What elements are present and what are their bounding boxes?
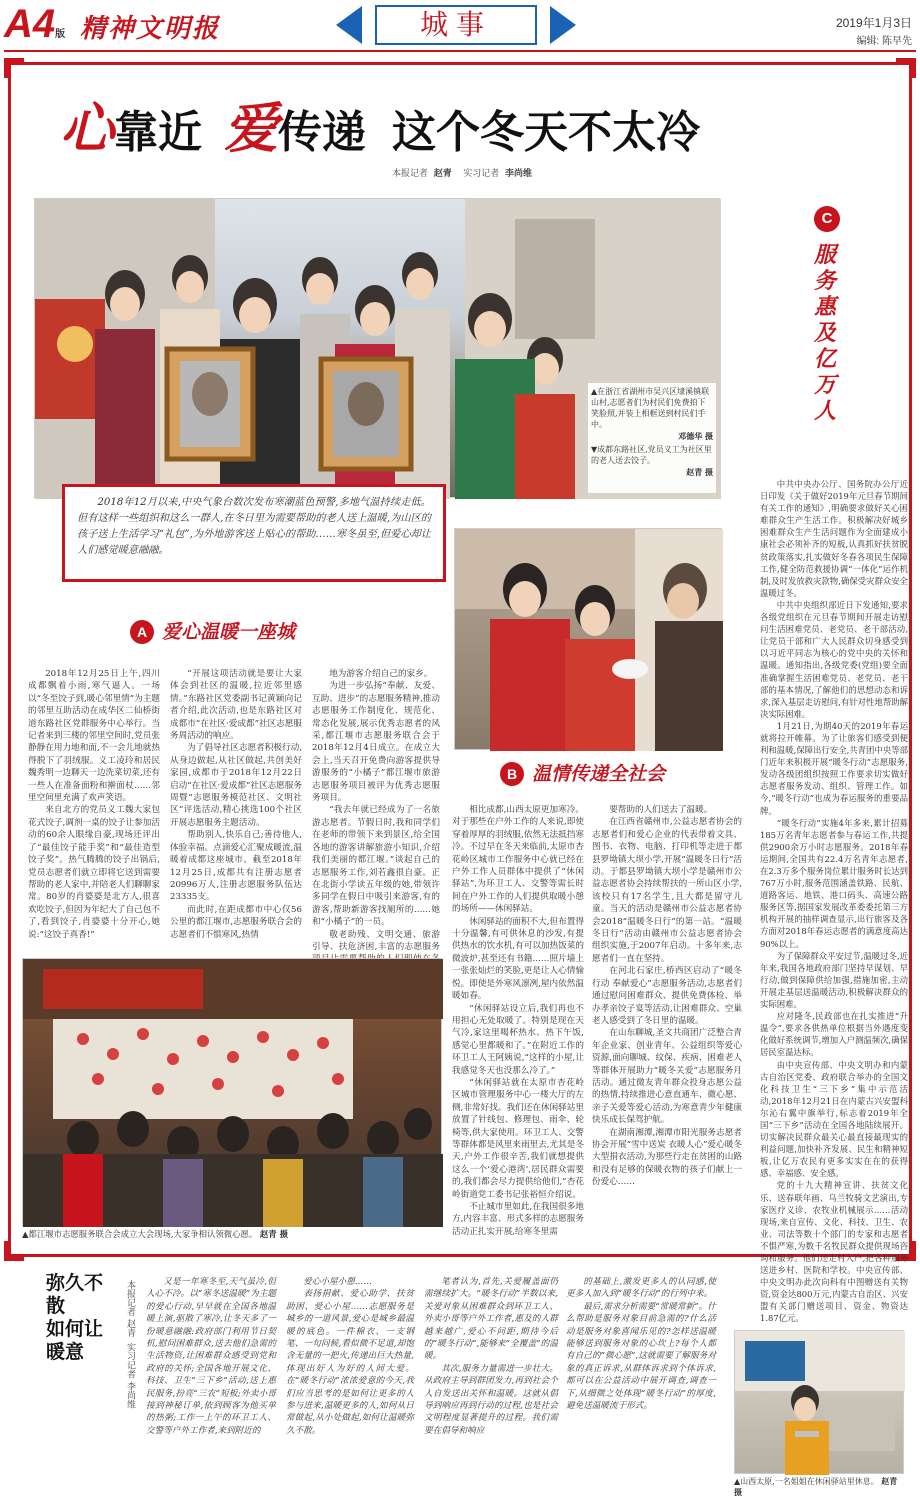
headline-heart-char: 心 [60,96,114,160]
commentary-title [46,1272,104,1432]
section-b-badge: B [500,762,524,786]
paragraph: 在河北石家庄,桥西区启动了“暖冬行动 奉献爱心”志愿服务活动,志愿者们通过慰问困难群众、提供免费体检、举办孝亲饺子宴等活动,让困难群众、空巢老人感受到了冬日里的温暖。 [592,966,742,1026]
paragraph: 在江西省赣州市,公益志愿者协会的志愿者们和爱心企业的代表带着文具、图书、衣物、电脑、打印机等走进于都县罗坳镇大坝小学,开展“温暖冬日行”活动。于都县罗坳镇大坝小学是赣州市公益志愿者协会持续帮扶的一所山区小学,该校只有17名学生,且大都是留守儿童。当天的活动是赣州市公益志愿者协会2018“温暖冬日行”的第一站。“温暖冬日行”活动由赣州市公益志愿者协会组织实施,于2007年启动。十多年来,志愿者们一直在坚持。 [592,817,742,964]
paragraph: 1月21日,为期40天的2019年春运就将拉开帷幕。为了让旅客们感受到便利和温暖,保障出行安全,共青团中央等部门近年来积极开展“暖冬行动”志愿服务,发动各级团组织按照工作要求切实做好志愿者服务发动、组织、管理工作。如今,“暖冬行动”也成为春运服务的重要品牌。 [760,720,908,816]
frame-corner-tl [4,58,24,78]
commentary-col-2 [286,1276,414,1496]
masthead [0,0,920,52]
paragraph: 来自北方的党员义工魏大家包花式饺子,调剂一桌的饺子让参加活动的60余人眼缘自豪,现场还评出了“最佳饺子能手奖”和“最佳造型饺子奖”。热气腾腾的饺子出锅后,党员志愿者们就立即将它送到需要帮助的老人家中,并陪老人们聊聊家常。80岁的肖婆婆是北方人,很喜欢吃饺子,但因为年纪大了自己包不了,看到饺子,肖婆婆十分开心,她说:“这饺子真香!” [28,805,160,940]
paragraph: 中共中央办公厅、国务院办公厅近日印发《关于做好2019年元旦春节期间有关工作的通知》,明确要求做好关心困难群众生产生活工作。积极解决好城乡困难群众生产生活问题作为全面建成小康社会必须补齐的短板,认真抓好扶贫脱贫政策落实,扎实做好冬春各项民生保障工作,健全防范救援协调“一体化”运作机制,及时发放救灾款物,确保受灾群众安全温暖过冬。 [760,479,908,598]
paragraph: 休闲驿站的面积不大,但布置得十分温馨,有可供休息的沙发,有提供热水的饮水机,有可以加热饭菜的微波炉,甚至还有书籍……照片墙上一张张灿烂的笑脸,更是让人心情愉悦。即使是外寒风凛冽,屋内依然温暖如春。 [452,916,584,1002]
commentary-col-3 [424,1276,558,1496]
mid-photo-illustration [455,529,723,751]
section-b-col-1 [452,804,584,1240]
paragraph: 表扬捐献、爱心助学、扶贫助困、爱心小屋……志愿服务是城乡的一道风景,爱心是城乡最温暖的底色。一件棉衣、一支钢笔、一句问候,看似微不足道,却饱含无量的一把火,传递出巨大热量,体现出好人为好的人间大爱。在“暖冬行动”浓浓爱意的今天,我们应当思考的是如何让更多的人参与进来,温暖更多的人,如何从日常做起,从小处做起,如何让温暖弥久不散。 [286,1289,414,1436]
section-title: 城事 [419,8,492,41]
section-a-title: 爱心温暖一座城 [162,621,296,643]
mid-photo [454,528,722,750]
paragraph: 爱心小屋小憩…… [303,1277,372,1287]
commentary-byline: 本报记者 赵青 实习记者 李尚维 [125,1280,135,1409]
section-b-col-2 [592,804,742,1240]
frame-corner-tr [896,58,916,78]
paragraph: 地为游客介绍自己的家乡。 [329,669,433,679]
section-a-col-1 [28,668,160,954]
headline [60,96,860,166]
masthead-rule [4,50,916,52]
headline-part2: 靠近 [114,107,202,158]
paper-name: 精神文明报 [80,14,221,44]
top-photo-caption-1: ▲在浙江省湖州市吴兴区埭溪镇联山村,志愿者们为村民们免费拍下笑脸照,并装上相框送到村民们手中。 [591,387,710,429]
headline-part4: 传递 [278,107,366,158]
paragraph: 由中央宣传部、中央文明办和内蒙古自治区党委、政府联合举办的全国文化科技卫生“三下乡”集中示范活动,2018年12月21日在内蒙古兴安盟科尔沁右翼中旗举行,标志着2019年全国“三下乡”活动在全国各地陆续展开。切实解决民群众最关心最直接最现实的利益问题,加快补齐发展、民生和精神短板,让亿万农民有更多实实在在的获得感、幸福感、安全感。 [760,1059,908,1179]
frame-corner-bl [4,1241,24,1261]
section-a-header [130,618,370,648]
editor-credit: 编辑: 陈早先 [856,36,912,47]
top-photo-credit-2: 赵青 摄 [686,467,713,477]
paragraph: 应对隆冬,民政部也在扎实推进“升温令”,要求各供热单位根据当外遇度变化做好系统调节,增加入户测温频次,确保居民室温达标。 [760,1011,908,1058]
paragraph: 又是一年寒冬至,天气虽冷,但人心不冷。以“寒冬送温暖”为主题的爱心行动,早早就在全国各地温暖上演,驱散了寒冷,让冬天多了一份暖意融融:政府部门利用节日契机,慰问困难群众,送去他们急需的生活物资,让困难群众感受到党和政府的关怀;全国各地开展文化、科技、卫生“三下乡”活动,送上惠民服务,扮亮“三农”短板;外卖小哥接到神秘订单,依到顾客为他买单的热粥;工作一上午的环卫工人、交警等户外工作者,来到附近的 [146,1277,276,1436]
paragraph: 为进一步弘扬“奉献、友爱、互助、进步”的志愿服务精神,推动志愿服务工作制度化、规范化、常态化发展,展示优秀志愿者的风采,都江堰市志愿服务联合会于2018年12月4日成立。在成立大会上,当天召开免费向游客提供导游服务的“小橘子”都江堰市旅游志愿服务项目被评为优秀志愿服务项目。 [312,681,440,804]
issue-date: 2019年1月3日 [835,16,912,30]
bottom-left-photo-illustration [23,959,443,1227]
headline-byline: 本报记者 赵青 实习记者 李尚维 [392,169,532,179]
bottom-right-photo-caption: ▲山西太原,一名姐姐在休闲驿站里休息。 赵青 摄 [734,1476,898,1497]
paragraph: “休闲驿站就在太原市杏花岭区城市管理服务中心一楼大厅的左侧,非常好找。我们还在休闲驿站里放置了针线包、修理包、雨伞、轮椅等,供大家使用。环卫工人、交警等群体都是风里来雨里去,尤其是冬天,户外工作很辛苦,我们就想提供这么一个‘爱心港湾’,居民群众需要的,我们都会尽力提供给他们,”杏花岭街道党工委书记张裕恒介绍说。 [452,1077,584,1200]
paragraph: 要帮助的人们送去了温暖。 [609,805,713,815]
section-b-header [500,760,740,790]
section-c-badge: C [814,206,840,232]
commentary-title-line-3: 暖意 [46,1342,85,1363]
paragraph: 2018年12月25日上午,四川成都飘着小雨,寒气逼人。一场以“冬至饺子到,暖心邻里情”为主题的邻里互助活动在成华区二仙桥街道东路社区党群服务中心举行。当记者来到三楼的邻里空间时,党员张静静在用力地和面,不一会儿地就热得脱下了羽绒服。义工凌玲和居民魏秀明一边聊天一边洗菜切菜,还有一些人在准备面粉和擀面杖……邻里空间里充满了欢声笑语。 [28,669,160,804]
section-c-body [760,478,908,1324]
paragraph: 为了保障群众平安过节,温暖过冬,近年来,我国各地政府部门坚持早谋划、早行动,做到保障供给加强,措施加密,主动开展走基层送温暖活动,积极解决群众的实际困难。 [760,950,908,1010]
bottom-left-photo-caption: ▲都江堰市志愿服务联合会成立大会现场,大家争相认领微心愿。 赵青 摄 [22,1229,288,1239]
commentary-col-1 [146,1276,276,1496]
section-a-badge: A [130,620,154,644]
paragraph: “暖冬行动”实施4年多来,累计招募185万名青年志愿者参与春运工作,共提供2900余万小时志愿服务。2018年春运期间,全国共有22.4万名青年志愿者,在2.3万多个服务岗位累计服务时长达到767万小时,服务范围涵盖铁路、民航、道路客运、地铁、港口码头、高速公路服务区等,据国家发展改革委委托第三方机构开展的抽样调查显示,出行旅客及各方面对2018年春运志愿者的满意度高达90%以上。 [760,817,908,949]
top-photo-credit-1: 邓德华 摄 [678,431,713,441]
bottom-left-photo [22,958,442,1226]
top-photo-caption-2: ▼成都东路社区,党员义工为社区里的老人送去饺子。 [591,445,712,465]
commentary-title-line-1: 弥久不散 [46,1273,104,1317]
paragraph: 相比成都,山西太原更加寒冷。对于那些在户外工作的人来说,即使穿着厚厚的羽绒服,依然无法抵挡寒冷。不过早在冬天来临前,太原市杏花岭区城市工作服务中心就已经在户外工作人员群体中提供了“休闲驿站”,为环卫工人、交警等需长时间在户外工作的人们提供取暖小憩的场所——休闲驿站。 [452,805,584,915]
paragraph: 在山东聊城,圣文共商团广泛整合青年企业家、创业青年、公益组织等爱心资源,面向聊城、纹保、疾病、困难老人等群体开展助力“暖冬关爱”志愿服务月活动。通过微友青年群众投身志愿公益的热情,持续推进心意直通车、微心愿、亲子关爱等爱心活动,为寒意青少年健康快乐成长保驾护航。 [592,1028,742,1126]
paragraph: “开展这项活动就是要让大家体会到社区的温暖,拉近邻里感情。”东路社区党委副书记黄颖向记者介绍,此次活动,也是东路社区对成都市“在社区·爱成都”社区志愿服务周活动的响应。 [170,669,302,742]
paragraph: 为了倡导社区志愿者积极行动,从身边做起,从社区做起,共创美好家园,成都市于2018年12月22日启动“在社区·爱成都”社区志愿服务周暨“志愿服务模范社区、文明社区”评选活动,精心挑选100个社区开展志愿服务主题活动。 [170,743,302,828]
section-a-col-2 [170,668,302,954]
page-code: A4版 [4,2,66,46]
lead-box [62,484,446,582]
section-banner [336,2,576,48]
section-a-col-3 [312,668,440,954]
paragraph: “我去年就已经成为了一名旅游志愿者。节假日时,我和同学们在老师的带领下来到景区,给全国各地的游客讲解旅游小知识,介绍我们美丽的都江堰。”谈起自己的志愿服务工作,刘若鑫很自豪。正在北街小学读五年级的她,带领许多同学在假日中吸引来游客,有的游客,帮助新游客找厕所的……她和“小橘子”的一员。 [312,805,440,928]
section-b-title: 温情传递全社会 [532,763,666,785]
paragraph: 敬老助残、文明交通、旅游引导、扶危济困,丰富的志愿服务 [312,929,440,952]
paragraph: 最后,需求分析需要“常暖常新”。什么帮助是服务对象目前急需的?什么活动是服务对象喜闻乐见的?怎样送温暖能够送到服务对象的心坎上?每个人都有自己的“微心愿”,这就需要了解服务对象的真正诉求,从群体诉求到个体诉求,都可以在公益活动中展开调查,调查一下,从细微之处体现“暖冬行动”的厚度,避免送温暖流于形式。 [566,1301,716,1412]
commentary-col-4 [566,1276,716,1496]
headline-love-char: 爱 [224,96,278,160]
paragraph: 中共中央组织部近日下发通知,要求各级党组织在元旦春节期间开展走访慰问生活困难党员、老党员、老干部活动,让党员干部和广大人民群众切身感受到以习近平同志为核心的党中央的关怀和温暖。通知指出,各级党委(党组)要全面准确掌握生活困难党员、老党员、老干部的基本情况,了解他们的思想动态和诉求,深入基层走访慰问,有针对性地帮助解决实际困难。 [760,599,908,719]
paragraph: 帮助别人,快乐自己;善待他人,体验幸福。点滴爱心汇聚成暖流,温暖着成都这座城市。截至2018年12月25日,成都共有注册志愿者20996万人,注册志愿服务队伍达23335支。 [170,830,302,903]
section-c-header [800,206,850,446]
top-photo-caption-box [588,383,716,493]
paragraph: 而此时,在距成都市中心仅56公里的都江堰市,志愿服务联合会的志愿者们不惧寒风,热情 [170,904,302,940]
bottom-right-photo [734,1330,904,1474]
bottom-right-photo-illustration [735,1331,905,1475]
headline-part5: 这个冬天不太冷 [392,107,700,158]
section-c-title: 服务惠及亿万人 [814,242,837,424]
paragraph: 其次,服务力量需进一步壮大。从政府主导到群团发力,再到社会个人自发送出关怀和温暖。这就从倡导到响应再到行动的过程,也是社会文明程度显著提升的过程。我们需要在倡导和响应 [424,1363,558,1436]
lead-text: 2018年12月以来,中央气象台数次发布寒潮蓝色预警,多地气温持续走低。但有这样一些组织和这么一群人,在冬日里为需要帮助的老人送上温暖,为山区的孩子送上生活学习“礼包”,为外地游客送上贴心的帮助……寒冬虽至,但爱心却让人们感觉暖意融融。 [77,497,431,556]
commentary-title-line-2: 如何让 [46,1319,104,1340]
paragraph: 党的十九大精神宣讲、扶贫文化乐、送春联年画、乌兰牧骑文艺演出,专家医疗义诊、农牧业机械展示……活动现场,来自宣传、文化、科技、卫生、农业、司法等数十个部门的专家和志愿者不惧严寒,为数千名牧民群众提供现场咨询和服务。他们还走村入户,把各种服务送进乡村、医院和学校。中央宣传部、中央文明办此次向科有中图赠送有关物资,资金达800万元,内蒙古自治区、兴安盟有关部门赠送项目、资金、物资达1.87亿元。 [760,1180,908,1324]
paragraph: 在湖南湘潭,湘潭市阳光服务志愿者协会开展“雪中送炭 衣暖人心”爱心暖冬大型捐衣活动,为那些行走在贫困的山路和没有足够的保暖衣物的孩子们献上一份爱心…… [592,1127,742,1188]
paragraph: 不止城市里如此,在我国很多地方,内容丰富、形式多样的志愿服务活动正扎实开展,给寒冬里需 [452,1202,584,1237]
paragraph: “休闲驿站设立后,我们再也不用担心无处取暖了。特别是现在天气冷,家这里喝杯热水、热下午饭,感觉心里都暖和了。”在附近工作的环卫工人王阿姨说,“这样的小屋,让我感觉冬天也没那么冷了。” [452,1003,584,1076]
paragraph: 笔者认为,首先,关爱履盖面仍需继续扩大。“暖冬行动”半数以来,关爱对象从困难群众到环卫工人、外卖小哥等户外工作者,惠及的人群越来越广,爱心不问距,期待今后的“暖冬行动”,能够来“全覆盖”的温暖。 [424,1277,558,1362]
paragraph: 的基础上,激发更多人的认同感,使更多人加入到“暖冬行动”的行列中来。 [566,1277,716,1300]
